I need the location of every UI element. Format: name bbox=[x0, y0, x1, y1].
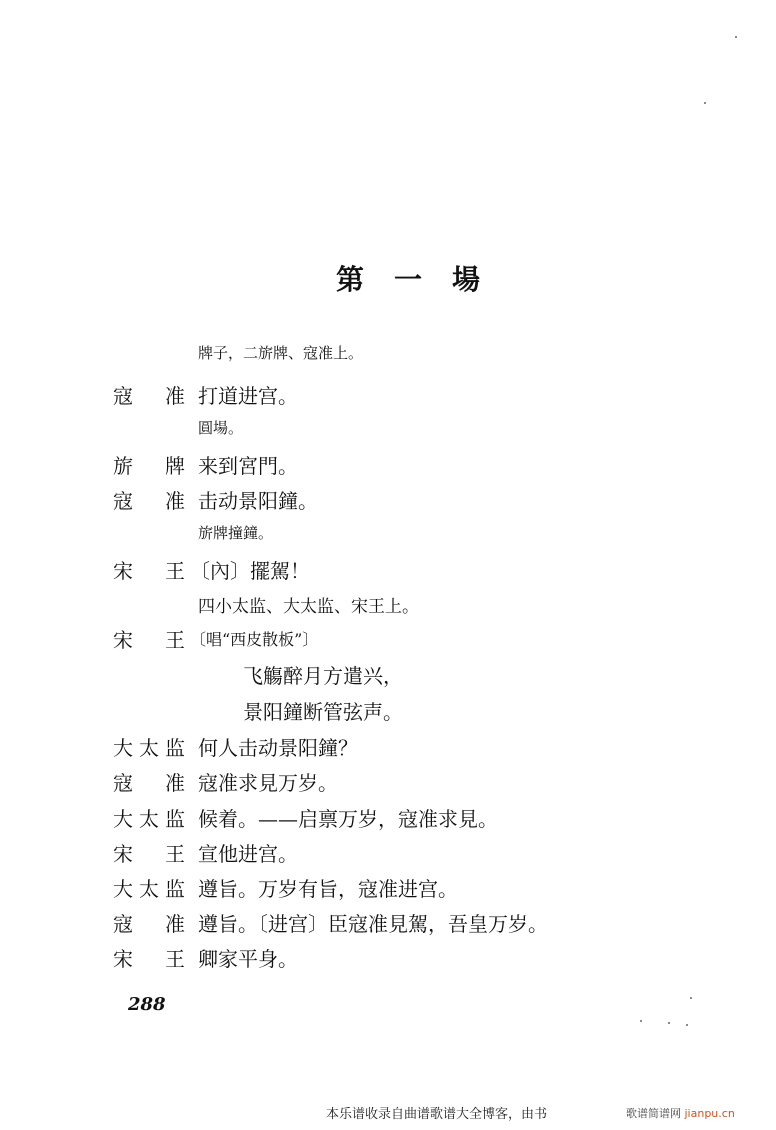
speaker-name: 旂牌 bbox=[113, 454, 185, 478]
speech-text: 候着。——启禀万岁，寇准求見。 bbox=[198, 807, 498, 831]
stage-direction: 圓場。 bbox=[198, 419, 244, 437]
speech-text: 来到宮門。 bbox=[198, 454, 298, 478]
speech-text: 何人击动景阳鐘？ bbox=[198, 736, 358, 760]
speech-text: 打道进宫。 bbox=[198, 384, 298, 408]
speaker-name: 大太监 bbox=[113, 877, 185, 901]
stage-direction: 四小太监、大太监、宋王上。 bbox=[198, 597, 419, 617]
speech-text: 〔唱“西皮散板”〕 bbox=[190, 630, 319, 649]
speaker-name: 大太监 bbox=[113, 807, 185, 831]
watermark bbox=[626, 1105, 735, 1121]
verse-line: 景阳鐘断管弦声。 bbox=[243, 700, 403, 724]
scan-speck bbox=[668, 1022, 670, 1024]
scan-speck bbox=[640, 1020, 642, 1022]
footer-note: 本乐谱收录自曲谱歌谱大全博客，由书 bbox=[326, 1107, 548, 1122]
speech-text: 〔內〕擺駕！ bbox=[190, 559, 310, 583]
speaker-name: 寇准 bbox=[113, 489, 185, 513]
scan-speck bbox=[690, 997, 692, 999]
scene-title: 第一場 bbox=[335, 263, 510, 296]
speech-text: 寇准求見万岁。 bbox=[198, 771, 338, 795]
scan-speck bbox=[686, 1024, 688, 1026]
watermark-site-en: jianpu.cn bbox=[684, 1107, 735, 1120]
speaker-name: 寇准 bbox=[113, 912, 185, 936]
speech-text: 卿家平身。 bbox=[198, 947, 298, 971]
speaker-name: 寇准 bbox=[113, 771, 185, 795]
speaker-name: 寇准 bbox=[113, 384, 185, 408]
verse-line: 飞觴醉月方遣兴， bbox=[243, 664, 403, 688]
speaker-name: 宋王 bbox=[113, 947, 185, 971]
speaker-name: 宋王 bbox=[113, 842, 185, 866]
speech-text: 击动景阳鐘。 bbox=[198, 489, 318, 513]
speech-text: 遵旨。〔进宫〕臣寇准見駕，吾皇万岁。 bbox=[198, 912, 548, 936]
speaker-name: 大太监 bbox=[113, 736, 185, 760]
stage-direction: 牌子，二旂牌、寇准上。 bbox=[198, 344, 364, 362]
scan-speck bbox=[704, 102, 706, 104]
stage-direction: 旂牌撞鐘。 bbox=[198, 524, 274, 542]
speaker-name: 宋王 bbox=[113, 628, 185, 652]
watermark-site-cn: 歌谱简谱网 bbox=[626, 1107, 681, 1120]
page-number: 288 bbox=[128, 994, 166, 1015]
speech-text: 宣他进宫。 bbox=[198, 842, 298, 866]
speaker-name: 宋王 bbox=[113, 559, 185, 583]
speech-text: 遵旨。万岁有旨，寇准进宫。 bbox=[198, 877, 458, 901]
scan-speck bbox=[735, 36, 737, 38]
